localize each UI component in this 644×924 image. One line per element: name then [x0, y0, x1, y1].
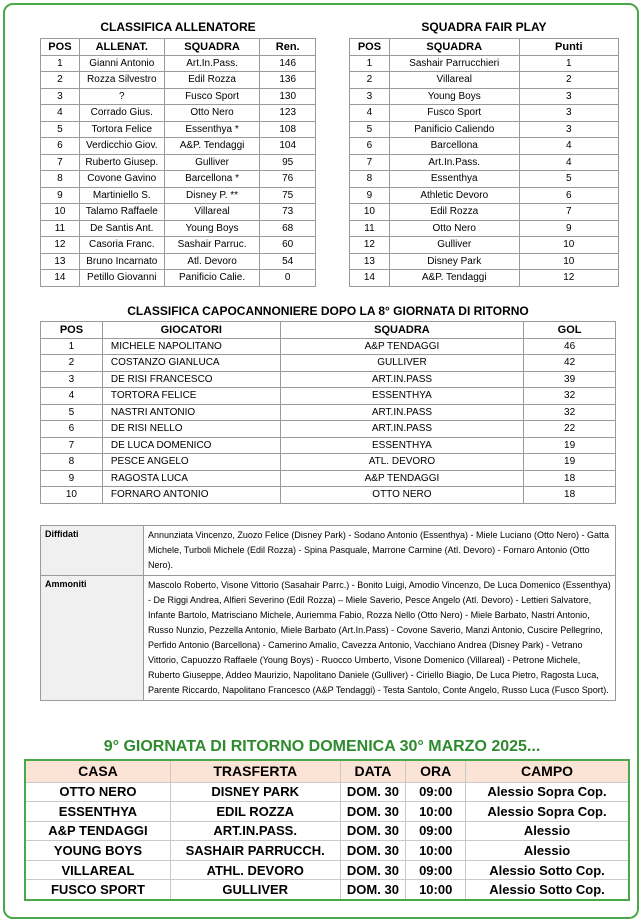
marcatori-header-1: GIOCATORI [102, 322, 280, 339]
giornata-cell: 10:00 [406, 880, 466, 900]
fairplay-cell: 10 [350, 204, 390, 221]
allenatore-header-3: Ren. [260, 39, 316, 56]
giornata-cell: Alessio Sopra Cop. [466, 802, 629, 822]
giornata-row [25, 821, 629, 841]
allenatore-cell: Talamo Raffaele [79, 204, 164, 221]
fairplay-cell: 3 [519, 88, 618, 105]
fairplay-header-2: Punti [519, 39, 618, 56]
fairplay-row [350, 72, 619, 89]
allenatore-cell: De Santis Ant. [79, 220, 164, 237]
diffidati-label: Diffidati [41, 526, 144, 575]
giornata-cell: A&P TENDAGGI [25, 821, 170, 841]
fairplay-cell: 13 [350, 253, 390, 270]
allenatore-cell: 4 [41, 105, 80, 122]
marcatori-cell: 42 [524, 355, 616, 372]
fairplay-row [350, 105, 619, 122]
allenatore-cell: Villareal [164, 204, 260, 221]
fairplay-cell: Panificio Caliendo [389, 121, 519, 138]
allenatore-row [41, 154, 316, 171]
giornata-cell: ATHL. DEVORO [170, 860, 340, 880]
allenatore-cell: Verdicchio Giov. [79, 138, 164, 155]
fairplay-cell: 3 [519, 121, 618, 138]
disciplina-box [40, 525, 616, 701]
marcatori-cell: DE LUCA DOMENICO [102, 437, 280, 454]
fairplay-cell: Sashair Parrucchieri [389, 55, 519, 72]
allenatore-title: CLASSIFICA ALLENATORE [100, 20, 256, 34]
allenatore-cell: Casoria Franc. [79, 237, 164, 254]
allenatore-cell: 136 [260, 72, 316, 89]
allenatore-cell: Fusco Sport [164, 88, 260, 105]
marcatori-cell: PESCE ANGELO [102, 454, 280, 471]
fairplay-cell: 7 [519, 204, 618, 221]
giornata-cell: DOM. 30 [340, 782, 406, 802]
fairplay-row [350, 237, 619, 254]
giornata-cell: GULLIVER [170, 880, 340, 900]
giornata-header-0: CASA [25, 760, 170, 782]
allenatore-cell: Barcellona * [164, 171, 260, 188]
allenatore-cell: Bruno Incarnato [79, 253, 164, 270]
allenatore-cell: 130 [260, 88, 316, 105]
giornata-cell: DOM. 30 [340, 841, 406, 861]
marcatori-header-3: GOL [524, 322, 616, 339]
giornata-cell: FUSCO SPORT [25, 880, 170, 900]
allenatore-row [41, 270, 316, 287]
allenatore-row [41, 237, 316, 254]
allenatore-row [41, 138, 316, 155]
fairplay-row [350, 154, 619, 171]
allenatore-cell: Young Boys [164, 220, 260, 237]
giornata-cell: Alessio [466, 821, 629, 841]
giornata-cell: Alessio Sopra Cop. [466, 782, 629, 802]
marcatori-header-2: SQUADRA [280, 322, 523, 339]
allenatore-table [40, 38, 316, 287]
giornata-cell: Alessio Sotto Cop. [466, 860, 629, 880]
allenatore-cell: 5 [41, 121, 80, 138]
giornata-row [25, 860, 629, 880]
allenatore-header-0: POS [41, 39, 80, 56]
marcatori-title: CLASSIFICA CAPOCANNONIERE DOPO LA 8° GIORNATA DI RITORNO [127, 304, 529, 318]
fairplay-row [350, 204, 619, 221]
giornata-header-1: TRASFERTA [170, 760, 340, 782]
allenatore-cell: 9 [41, 187, 80, 204]
fairplay-cell: 5 [350, 121, 390, 138]
marcatori-cell: 19 [524, 437, 616, 454]
allenatore-cell: 108 [260, 121, 316, 138]
giornata-cell: VILLAREAL [25, 860, 170, 880]
giornata-cell: DOM. 30 [340, 802, 406, 822]
marcatori-cell: 22 [524, 421, 616, 438]
giornata-cell: SASHAIR PARRUCCH. [170, 841, 340, 861]
giornata-cell: ART.IN.PASS. [170, 821, 340, 841]
allenatore-cell: 8 [41, 171, 80, 188]
giornata-header-3: ORA [406, 760, 466, 782]
fairplay-row [350, 121, 619, 138]
allenatore-row [41, 171, 316, 188]
giornata-cell: 10:00 [406, 841, 466, 861]
allenatore-cell: ? [79, 88, 164, 105]
fairplay-row [350, 88, 619, 105]
giornata-row [25, 880, 629, 900]
fairplay-cell: Essenthya [389, 171, 519, 188]
allenatore-cell: Ruberto Giusep. [79, 154, 164, 171]
giornata-cell: DOM. 30 [340, 860, 406, 880]
allenatore-cell: Disney P. ** [164, 187, 260, 204]
giornata-row [25, 802, 629, 822]
allenatore-row [41, 187, 316, 204]
fairplay-cell: 10 [519, 237, 618, 254]
marcatori-row [41, 454, 616, 471]
marcatori-row [41, 421, 616, 438]
allenatore-cell: Essenthya * [164, 121, 260, 138]
allenatore-cell: Covone Gavino [79, 171, 164, 188]
fairplay-cell: Gulliver [389, 237, 519, 254]
fairplay-cell: 12 [519, 270, 618, 287]
marcatori-row [41, 355, 616, 372]
allenatore-cell: Gulliver [164, 154, 260, 171]
allenatore-cell: 68 [260, 220, 316, 237]
allenatore-cell: Otto Nero [164, 105, 260, 122]
giornata-cell: OTTO NERO [25, 782, 170, 802]
giornata-cell: YOUNG BOYS [25, 841, 170, 861]
fairplay-row [350, 171, 619, 188]
marcatori-cell: 9 [41, 470, 103, 487]
allenatore-cell: Sashair Parruc. [164, 237, 260, 254]
allenatore-cell: 12 [41, 237, 80, 254]
giornata-header-2: DATA [340, 760, 406, 782]
allenatore-cell: Art.In.Pass. [164, 55, 260, 72]
marcatori-cell: 4 [41, 388, 103, 405]
allenatore-cell: 73 [260, 204, 316, 221]
giornata-cell: Alessio [466, 841, 629, 861]
allenatore-cell: 13 [41, 253, 80, 270]
fairplay-cell: 4 [350, 105, 390, 122]
fairplay-cell: 5 [519, 171, 618, 188]
allenatore-cell: Panificio Calie. [164, 270, 260, 287]
allenatore-cell: 95 [260, 154, 316, 171]
giornata-cell: DOM. 30 [340, 880, 406, 900]
marcatori-cell: 39 [524, 371, 616, 388]
allenatore-cell: 104 [260, 138, 316, 155]
marcatori-row [41, 470, 616, 487]
allenatore-cell: 14 [41, 270, 80, 287]
marcatori-cell: 32 [524, 404, 616, 421]
giornata-cell: 09:00 [406, 860, 466, 880]
giornata-cell: DOM. 30 [340, 821, 406, 841]
allenatore-cell: 75 [260, 187, 316, 204]
marcatori-cell: MICHELE NAPOLITANO [102, 338, 280, 355]
marcatori-cell: ATL. DEVORO [280, 454, 523, 471]
fairplay-title: SQUADRA FAIR PLAY [421, 20, 547, 34]
fairplay-cell: 9 [519, 220, 618, 237]
fairplay-cell: 1 [519, 55, 618, 72]
allenatore-cell: 11 [41, 220, 80, 237]
fairplay-cell: Otto Nero [389, 220, 519, 237]
marcatori-row [41, 404, 616, 421]
marcatori-cell: A&P TENDAGGI [280, 470, 523, 487]
marcatori-cell: ESSENTHYA [280, 437, 523, 454]
marcatori-cell: 8 [41, 454, 103, 471]
fairplay-cell: 2 [519, 72, 618, 89]
marcatori-cell: 7 [41, 437, 103, 454]
marcatori-cell: 2 [41, 355, 103, 372]
allenatore-cell: Tortora Felice [79, 121, 164, 138]
allenatore-cell: Gianni Antonio [79, 55, 164, 72]
fairplay-header-0: POS [350, 39, 390, 56]
allenatore-header-1: ALLENAT. [79, 39, 164, 56]
marcatori-cell: OTTO NERO [280, 487, 523, 504]
fairplay-row [350, 55, 619, 72]
fairplay-cell: 14 [350, 270, 390, 287]
fairplay-row [350, 187, 619, 204]
allenatore-cell: 10 [41, 204, 80, 221]
ammoniti-row [41, 576, 615, 700]
fairplay-cell: 4 [519, 138, 618, 155]
marcatori-cell: 32 [524, 388, 616, 405]
allenatore-header-2: SQUADRA [164, 39, 260, 56]
fairplay-cell: Fusco Sport [389, 105, 519, 122]
marcatori-cell: 19 [524, 454, 616, 471]
marcatori-cell: GULLIVER [280, 355, 523, 372]
fairplay-cell: 11 [350, 220, 390, 237]
fairplay-cell: Young Boys [389, 88, 519, 105]
marcatori-cell: A&P TENDAGGI [280, 338, 523, 355]
fairplay-cell: A&P. Tendaggi [389, 270, 519, 287]
marcatori-cell: 10 [41, 487, 103, 504]
allenatore-cell: 2 [41, 72, 80, 89]
fairplay-cell: 6 [519, 187, 618, 204]
marcatori-header-0: POS [41, 322, 103, 339]
allenatore-cell: 76 [260, 171, 316, 188]
fairplay-cell: Athletic Devoro [389, 187, 519, 204]
ammoniti-text: Mascolo Roberto, Visone Vittorio (Sasahair Parrc.) - Bonito Luigi, Amodio Vincenzo, De Luca Domenico (Essenthya) - De Riggi Andrea, Alfieri Severino (Edil Rozza) – Miele Saverio, Pesce Angelo (Atl. Devoro) - Lettieri Salvatore, Infante Bartolo, Matrisciano Michele, Auriemma Fabio, Rozza Nello (Otto Nero) - Miele Barbato, Nastri Antonio, Russo Nunzio, Pezzella Antonio, Miele Barbato (Art.In.Pass) - Covone Saverio, Manzi Antonio, Cuscire Pellegrino, Perfido Antonio (Barcellona) - Camerino Amalio, Cavezza Antonio, Vacchiano Andrea (Disney Park) - Vetrano Vittorio, Capuozzo Raffaele (Young Boys) - Ruocco Umberto, Visone Domenico (Villareal) - Petrone Michele, Ruberto Giuseppe, Addeo Maurizio, Napolitano Daniele (Gulliver) - Ciriello Biagio, De Luca Pietro, Ragosta Luca, Parente Riccardo, Napolitano Francesco (A&P Tendaggi) - Testa Santolo, Conte Angelo, Russo Luca (Fusco Sport). [148, 580, 611, 695]
fairplay-cell: 2 [350, 72, 390, 89]
allenatore-row [41, 253, 316, 270]
fairplay-cell: 10 [519, 253, 618, 270]
giornata-table [24, 759, 630, 901]
marcatori-cell: COSTANZO GIANLUCA [102, 355, 280, 372]
allenatore-cell: A&P. Tendaggi [164, 138, 260, 155]
marcatori-cell: 5 [41, 404, 103, 421]
allenatore-cell: Atl. Devoro [164, 253, 260, 270]
allenatore-cell: 60 [260, 237, 316, 254]
marcatori-cell: DE RISI NELLO [102, 421, 280, 438]
fairplay-cell: 6 [350, 138, 390, 155]
giornata-cell: DISNEY PARK [170, 782, 340, 802]
giornata-cell: 09:00 [406, 782, 466, 802]
fairplay-cell: 7 [350, 154, 390, 171]
allenatore-row [41, 204, 316, 221]
allenatore-cell: Corrado Gius. [79, 105, 164, 122]
allenatore-cell: 123 [260, 105, 316, 122]
giornata-cell: Alessio Sotto Cop. [466, 880, 629, 900]
marcatori-cell: TORTORA FELICE [102, 388, 280, 405]
marcatori-cell: 46 [524, 338, 616, 355]
allenatore-cell: 6 [41, 138, 80, 155]
marcatori-cell: 18 [524, 470, 616, 487]
marcatori-cell: NASTRI ANTONIO [102, 404, 280, 421]
marcatori-cell: 1 [41, 338, 103, 355]
giornata-row [25, 782, 629, 802]
diffidati-row [41, 526, 615, 576]
giornata-cell: ESSENTHYA [25, 802, 170, 822]
allenatore-cell: 1 [41, 55, 80, 72]
fairplay-header-1: SQUADRA [389, 39, 519, 56]
marcatori-cell: ART.IN.PASS [280, 421, 523, 438]
allenatore-cell: Petillo Giovanni [79, 270, 164, 287]
allenatore-cell: 3 [41, 88, 80, 105]
marcatori-table [40, 321, 616, 504]
giornata-header-4: CAMPO [466, 760, 629, 782]
fairplay-cell: 9 [350, 187, 390, 204]
fairplay-cell: Art.In.Pass. [389, 154, 519, 171]
marcatori-row [41, 338, 616, 355]
giornata-cell: 10:00 [406, 802, 466, 822]
fairplay-cell: Edil Rozza [389, 204, 519, 221]
allenatore-cell: 7 [41, 154, 80, 171]
diffidati-text: Annunziata Vincenzo, Zuozo Felice (Disney Park) - Sodano Antonio (Essenthya) - Miele Luciano (Otto Nero) - Gatta Michele, Turboli Michele (Edil Rozza) - Spina Pasquale, Marrone Carmine (Atl. Devoro) - Fornaro Antonio (Otto Nero). [148, 530, 610, 570]
marcatori-row [41, 388, 616, 405]
allenatore-row [41, 55, 316, 72]
allenatore-cell: Martiniello S. [79, 187, 164, 204]
marcatori-cell: 6 [41, 421, 103, 438]
marcatori-row [41, 371, 616, 388]
giornata-title: 9° GIORNATA DI RITORNO DOMENICA 30° MARZO 2025... [103, 738, 541, 755]
marcatori-cell: DE RISI FRANCESCO [102, 371, 280, 388]
fairplay-cell: 8 [350, 171, 390, 188]
fairplay-cell: 4 [519, 154, 618, 171]
allenatore-row [41, 105, 316, 122]
marcatori-cell: ART.IN.PASS [280, 371, 523, 388]
marcatori-cell: ESSENTHYA [280, 388, 523, 405]
marcatori-cell: 3 [41, 371, 103, 388]
fairplay-row [350, 253, 619, 270]
allenatore-cell: Edil Rozza [164, 72, 260, 89]
giornata-cell: EDIL ROZZA [170, 802, 340, 822]
allenatore-row [41, 72, 316, 89]
allenatore-cell: Rozza Silvestro [79, 72, 164, 89]
marcatori-cell: FORNARO ANTONIO [102, 487, 280, 504]
fairplay-cell: 12 [350, 237, 390, 254]
allenatore-cell: 146 [260, 55, 316, 72]
fairplay-cell: 3 [350, 88, 390, 105]
allenatore-cell: 54 [260, 253, 316, 270]
marcatori-cell: RAGOSTA LUCA [102, 470, 280, 487]
allenatore-cell: 0 [260, 270, 316, 287]
marcatori-cell: ART.IN.PASS [280, 404, 523, 421]
fairplay-row [350, 220, 619, 237]
fairplay-table [349, 38, 619, 287]
allenatore-row [41, 88, 316, 105]
fairplay-cell: 1 [350, 55, 390, 72]
giornata-row [25, 841, 629, 861]
allenatore-row [41, 220, 316, 237]
marcatori-row [41, 437, 616, 454]
marcatori-row [41, 487, 616, 504]
marcatori-cell: 18 [524, 487, 616, 504]
fairplay-cell: Barcellona [389, 138, 519, 155]
fairplay-cell: Villareal [389, 72, 519, 89]
allenatore-row [41, 121, 316, 138]
fairplay-cell: 3 [519, 105, 618, 122]
ammoniti-label: Ammoniti [41, 576, 144, 700]
fairplay-row [350, 270, 619, 287]
fairplay-row [350, 138, 619, 155]
giornata-cell: 09:00 [406, 821, 466, 841]
fairplay-cell: Disney Park [389, 253, 519, 270]
